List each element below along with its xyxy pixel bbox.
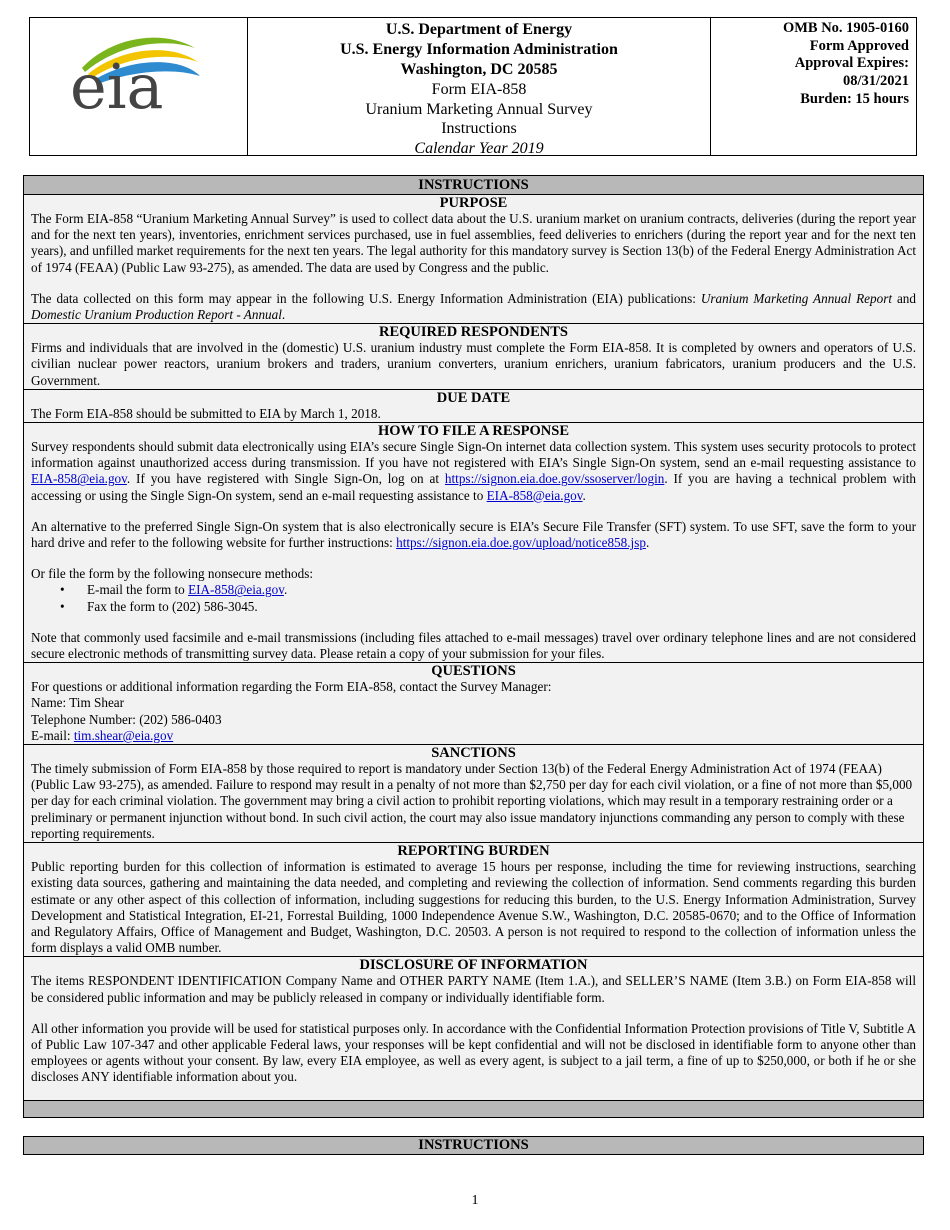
form-title-block xyxy=(248,18,711,155)
omb-line: 08/31/2021 xyxy=(842,73,909,90)
respondents-text: Firms and individuals that are involved in the (domestic) U.S. uranium industry must complete the Form EIA-858. It is completed by owners and operators of U.S. civilian nuclear power reactors, uranium brokers and traders, uranium converters, uranium enrichers, uranium fabricators, uranium producers and the U.S. Government. xyxy=(31,340,916,388)
calendar-year: Calendar Year 2019 xyxy=(414,139,544,157)
eia-logo xyxy=(30,18,248,155)
questions-text: For questions or additional information regarding the Form EIA-858, contact the Survey Manager: Name: Tim Shear Telephone Number: (202) 586-0403 E-mail: tim.shear@eia.gov xyxy=(31,679,552,743)
section-title-sanctions: SANCTIONS xyxy=(24,744,923,761)
email-link[interactable]: EIA-858@eia.gov xyxy=(486,487,583,503)
instructions-title: INSTRUCTIONS xyxy=(24,176,923,195)
form-number: Form EIA-858 xyxy=(431,81,527,98)
disclosure-text: The items RESPONDENT IDENTIFICATION Company Name and OTHER PARTY NAME (Item 1.A.), and SELLER’S NAME (Item 3.B.) on Form EIA-858 will be considered public information and may be publicly released in company or individually identifiable form. All other information you provide will be used for statistical purposes only. In accordance with the Confidential Information Protection provisions of Title V, Subtitle A of Public Law 107-347 and other applicable Federal laws, your responses will be kept confidential and will not be disclosed in identifiable form to anyone other than employees or agents without your consent. By law, every EIA employee, as well as every agent, is subject to a jail term, a fine of up to $250,000, or both if he or she discloses ANY identifiable information about you. xyxy=(31,973,916,1085)
email-link[interactable]: EIA-858@eia.gov xyxy=(188,582,284,598)
omb-block xyxy=(711,18,916,155)
section-title-how-to-file: HOW TO FILE A RESPONSE xyxy=(24,422,923,439)
email-link[interactable]: EIA-858@eia.gov xyxy=(31,471,127,487)
section-title-disclosure: DISCLOSURE OF INFORMATION xyxy=(24,956,923,973)
survey-manager-email-link[interactable]: tim.shear@eia.gov xyxy=(73,727,174,743)
sft-link[interactable]: https://signon.eia.doe.gov/upload/notice858.jsp xyxy=(396,535,646,551)
doc-type: Instructions xyxy=(441,120,517,137)
section-title-burden: REPORTING BURDEN xyxy=(24,842,923,859)
omb-line: Approval Expires: xyxy=(794,55,909,72)
instructions-title-2: INSTRUCTIONS xyxy=(23,1136,924,1155)
page-number: 1 xyxy=(471,1193,479,1208)
sso-login-link[interactable]: https://signon.eia.doe.gov/ssoserver/login xyxy=(444,471,665,487)
agency-line: U.S. Energy Information Administration xyxy=(340,41,618,58)
agency-line: U.S. Department of Energy xyxy=(385,21,573,38)
section-title-purpose: PURPOSE xyxy=(439,195,508,211)
how-to-file-text: Survey respondents should submit data electronically using EIA’s secure Single Sign-On internet data collection system. This system uses security protocols to protect information against unauthorized access during transmission. If you have not registered with EIA’s Single Sign-On system, send an e-mail requesting assistance to EIA-858@eia.gov. If you have registered with Single Sign-On, log on at https://signon.eia.doe.gov/ssoserver/login. If you are having a technical problem with accessing or using the Single Sign-On system, send an e-mail requesting assistance to EIA-858@eia.gov. An alternative to the preferred Single Sign-On system that is also electronically secure is EIA’s Secure File Transfer (SFT) system. To use SFT, save the form to your hard drive and refer to the following website for further instructions: https://signon.eia.doe.gov/upload/notice858.jsp. Or file the form by the following nonsecure methods: • E-mail the form to EIA-858@eia.gov. • Fax the form to (202) 586-3045. Note that commonly used facsimile and e-mail transmissions (including files attached to e-mail messages) travel over ordinary telephone lines and are not considered secure electronic methods of transmitting survey data. Please retain a copy of your submission for your files. xyxy=(24,439,923,662)
omb-line: Form Approved xyxy=(809,37,909,54)
instructions-box xyxy=(23,175,924,1118)
omb-line: OMB No. 1905-0160 xyxy=(782,20,909,36)
form-title: Uranium Marketing Annual Survey xyxy=(365,100,593,118)
purpose-paragraph: The Form EIA-858 “Uranium Marketing Annual Survey” is used to collect data about the U.S. uranium market on uranium contracts, deliveries (during the report year and for the next ten years), inventories, enrichment services purchased, use in fuel assemblies, feed deliveries to enrichers (during the report year and for the next ten years), and unfilled market requirements for the next ten years. The legal authority for this mandatory survey is Section 13(b) of the Federal Energy Administration Act of 1974 (FEAA) (Public Law 93-275), as amended. The data are used by Congress and the public. xyxy=(31,211,916,275)
agency-line: Washington, DC 20585 xyxy=(400,61,558,78)
list-item: • E-mail the form to EIA-858@eia.gov. xyxy=(87,582,916,598)
form-header xyxy=(29,17,917,156)
sanctions-text: The timely submission of Form EIA-858 by those required to report is mandatory under Section 13(b) of the Federal Energy Administration Act of 1974 (FEAA) (Public Law 93-275), as amended. Failure to respond may result in a penalty of not more than $2,750 per day for each civil violation, or a fine of not more than $5,000 per day for each criminal violation. The government may bring a civil action to prohibit reporting violations, which may result in a temporary restraining order or a preliminary or permanent injunction without bond. In such civil action, the court may also issue mandatory injunctions commanding any person to comply with these reporting requirements. xyxy=(31,761,913,841)
section-title-respondents: REQUIRED RESPONDENTS xyxy=(24,323,923,340)
instructions-footer-bar xyxy=(24,1100,923,1117)
nonsecure-methods-list xyxy=(31,582,916,614)
list-item: • Fax the form to (202) 586-3045. xyxy=(87,599,916,615)
section-title-questions: QUESTIONS xyxy=(24,662,923,679)
logo-text: eia xyxy=(70,50,164,123)
purpose-publications: The data collected on this form may appear in the following U.S. Energy Information Administration (EIA) publications: Uranium Marketing Annual Report and Domestic Uranium Production Report - Annual. xyxy=(31,290,916,323)
omb-line: Burden: 15 hours xyxy=(800,90,909,107)
purpose-text xyxy=(24,211,923,323)
section-title-due-date: DUE DATE xyxy=(24,389,923,406)
eia-logo-icon xyxy=(30,18,247,155)
due-date-text: The Form EIA-858 should be submitted to EIA by March 1, 2018. xyxy=(31,405,381,421)
burden-text: Public reporting burden for this collection of information is estimated to average 15 hours per response, including the time for reviewing instructions, searching existing data sources, gathering and maintaining the data needed, and completing and reviewing the collection of information. Send comments regarding this burden estimate or any other aspect of this collection of information, including suggestions for reducing this burden, to the U.S. Energy Information Administration, Survey Development and Statistical Integration, EI-21, Forrestal Building, 1000 Independence Avenue S.W., Washington, D.C. 20585-0670; and to the Office of Information and Regulatory Affairs, Office of Management and Budget, Washington, D.C. 20503. A person is not required to respond to the collection of information unless the form displays a valid OMB number. xyxy=(31,859,916,956)
